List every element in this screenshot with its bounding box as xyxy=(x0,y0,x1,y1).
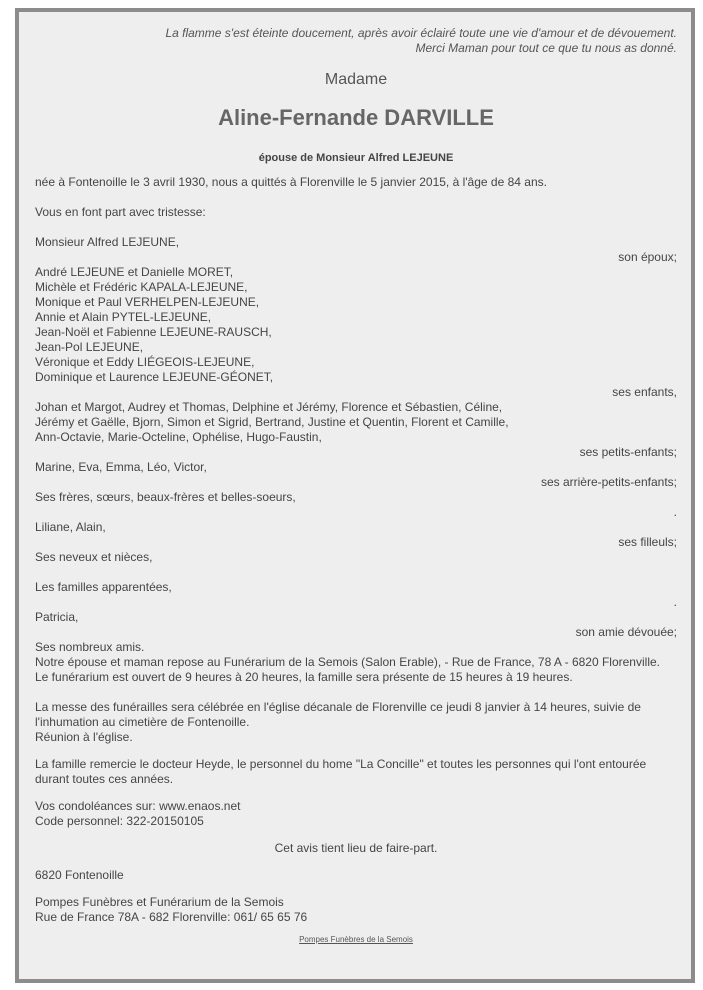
grandchildren-list xyxy=(35,400,677,445)
mass-line-1: La messe des funérailles sera célébrée en l'église décanale de Florenville ce jeudi 8 janvier à 14 heures, suivie de xyxy=(35,700,641,714)
announcement-line: Vous en font part avec tristesse: xyxy=(35,205,206,219)
godchildren-role: ses filleuls; xyxy=(618,535,677,549)
list-item: Michèle et Frédéric KAPALA-LEJEUNE, xyxy=(35,280,248,294)
grandchildren-role: ses petits-enfants; xyxy=(579,445,677,459)
spouse-line: épouse de Monsieur Alfred LEJEUNE xyxy=(258,152,454,164)
friend-role: son amie dévouée; xyxy=(575,625,677,639)
husband-role: son époux; xyxy=(618,250,677,264)
great-grandchildren-role: ses arrière-petits-enfants; xyxy=(540,475,677,489)
obituary-frame xyxy=(15,8,695,983)
related-role: . xyxy=(673,595,677,609)
list-item: Véronique et Eddy LIÉGEOIS-LEJEUNE, xyxy=(35,355,255,369)
mass-line-3: Réunion à l'église. xyxy=(35,730,133,744)
thanks-line-2: durant toutes ces années. xyxy=(35,772,174,786)
husband-name: Monsieur Alfred LEJEUNE, xyxy=(35,235,180,249)
birth-death-line: née à Fontenoille le 3 avril 1930, nous a quittés à Florenville le 5 janvier 2015, à l'âge de 84 ans. xyxy=(35,175,547,189)
deceased-name: Aline-Fernande DARVILLE xyxy=(218,105,494,130)
repose-line-1: Notre épouse et maman repose au Funérarium de la Semois (Salon Erable), - Rue de France, 78 A - 6820 Florenville. xyxy=(35,655,660,669)
epitaph-quote xyxy=(35,26,677,56)
thanks-line-1: La famille remercie le docteur Heyde, le personnel du home "La Concille" et toutes les personnes qui l'ont entourée xyxy=(35,757,647,771)
godchildren: Liliane, Alain, xyxy=(35,520,106,534)
list-item: Jean-Pol LEJEUNE, xyxy=(35,340,144,354)
obituary-content xyxy=(35,26,677,945)
siblings-role: . xyxy=(673,505,677,519)
mass-line-2: l'inhumation au cimetière de Fontenoille. xyxy=(35,715,250,729)
children-role: ses enfants, xyxy=(612,385,677,399)
list-item: Dominique et Laurence LEJEUNE-GÉONET, xyxy=(35,370,274,384)
friends: Ses nombreux amis. xyxy=(35,640,145,654)
list-item: Annie et Alain PYTEL-LEJEUNE, xyxy=(35,310,212,324)
friend-name: Patricia, xyxy=(35,610,79,624)
repose-line-2: Le funérarium est ouvert de 9 heures à 20 heures, la famille sera présente de 15 heures à 19 heures. xyxy=(35,670,573,684)
list-item: Monique et Paul VERHELPEN-LEJEUNE, xyxy=(35,295,260,309)
personal-code: Code personnel: 322-20150105 xyxy=(35,814,204,828)
list-item: Jérémy et Gaëlle, Bjorn, Simon et Sigrid, Bertrand, Justine et Quentin, Florent et Camille, xyxy=(35,415,509,429)
funeral-home-name: Pompes Funèbres et Funérarium de la Semois xyxy=(35,895,284,909)
epitaph-line-1: La flamme s'est éteinte doucement, après avoir éclairé toute une vie d'amour et de dévouement. xyxy=(165,26,677,40)
great-grandchildren: Marine, Eva, Emma, Léo, Victor, xyxy=(35,460,207,474)
list-item: Johan et Margot, Audrey et Thomas, Delphine et Jérémy, Florence et Sébastien, Céline, xyxy=(35,400,503,414)
related-families: Les familles apparentées, xyxy=(35,580,172,594)
funeral-home-address: Rue de France 78A - 682 Florenville: 061/ 65 65 76 xyxy=(35,910,308,924)
faire-part-note: Cet avis tient lieu de faire-part. xyxy=(274,841,438,855)
list-item: Jean-Noël et Fabienne LEJEUNE-RAUSCH, xyxy=(35,325,272,339)
children-list xyxy=(35,265,677,385)
nephews: Ses neveux et nièces, xyxy=(35,550,153,564)
funeral-home-link[interactable]: Pompes Funèbres de la Semois xyxy=(299,935,413,944)
epitaph-line-2: Merci Maman pour tout ce que tu nous as donné. xyxy=(415,41,677,55)
siblings: Ses frères, sœurs, beaux-frères et belles-soeurs, xyxy=(35,490,296,504)
salutation: Madame xyxy=(324,71,388,88)
condolences-line: Vos condoléances sur: www.enaos.net xyxy=(35,799,241,813)
family-address: 6820 Fontenoille xyxy=(35,868,124,882)
list-item: André LEJEUNE et Danielle MORET, xyxy=(35,265,234,279)
list-item: Ann-Octavie, Marie-Octeline, Ophélise, Hugo-Faustin, xyxy=(35,430,322,444)
